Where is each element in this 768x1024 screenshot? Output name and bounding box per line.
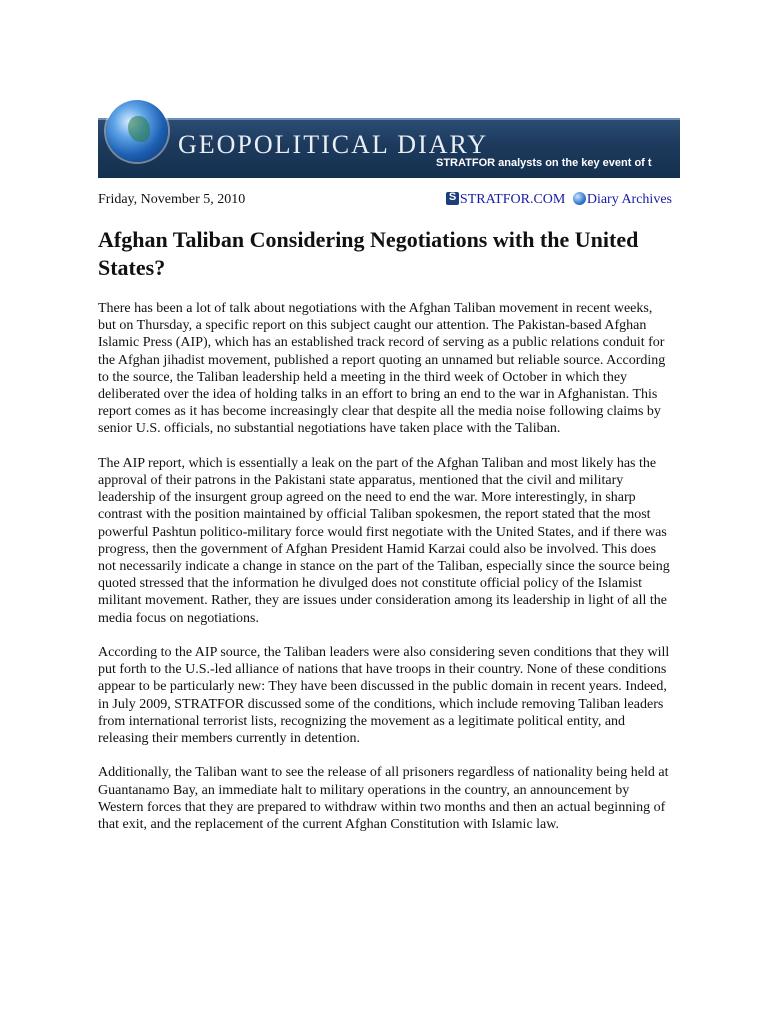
article-paragraph-4: Additionally, the Taliban want to see the release of all prisoners regardless of nationality being held at Guantanamo Bay, an immediate halt to military operations in the country, an announcement by Western forces that they are prepared to withdraw within two months and then an actual beginning of that exit, and the replacement of the current Afghan Constitution with Islamic law. xyxy=(98,765,669,833)
article-paragraph-2: The AIP report, which is essentially a leak on the part of the Afghan Taliban and most likely has the approval of their patrons in the Pakistani state apparatus, mentioned that the civil and military leadership of the insurgent group agreed on the need to end the war. More interestingly, in sharp contrast with the position maintained by official Taliban spokesmen, the report stated that the most powerful Pashtun politico-military force would first negotiate with the United States, and if there was progress, then the government of Afghan President Hamid Karzai could also be involved. This does not necessarily indicate a change in stance on the part of the Taliban, especially since the source being quoted stressed that the information he divulged does not constitute official policy of the Islamist militant movement. Rather, they are issues under consideration among its leadership in light of all the media focus on negotiations. xyxy=(98,455,670,626)
stratfor-link[interactable] xyxy=(446,192,565,207)
article-body xyxy=(98,300,673,850)
header-links xyxy=(446,192,672,208)
stratfor-link-label: STRATFOR.COM xyxy=(459,192,566,207)
article-paragraph-3: According to the AIP source, the Taliban leaders were also considering seven conditions that they will put forth to the U.S.-led alliance of nations that have troops in their country. None of these conditions appear to be particularly new: They have been discussed in the public domain in recent years. Indeed, in July 2009, STRATFOR discussed some of the conditions, which include removing Taliban leaders from international terrorist lists, recognizing the movement as a legitimate political entity, and releasing their members currently in detention. xyxy=(98,645,670,747)
banner-subtitle: STRATFOR analysts on the key event of t xyxy=(436,157,652,169)
stratfor-icon xyxy=(446,192,459,205)
globe-small-icon xyxy=(573,192,586,205)
banner-title: GEOPOLITICAL DIARY xyxy=(178,130,489,159)
diary-archives-link[interactable] xyxy=(569,192,672,207)
globe-land xyxy=(128,116,150,142)
geopolitical-diary-banner xyxy=(98,100,680,182)
article-paragraph-1: There has been a lot of talk about negotiations with the Afghan Taliban movement in recent weeks, but on Thursday, a specific report on this subject caught our attention. The Pakistan-based Afghan Islamic Press (AIP), which has an established track record of serving as a public relations conduit for the Afghan jihadist movement, published a report quoting an unnamed but reliable source. According to the source, the Taliban leadership held a meeting in the third week of October in which they deliberated over the idea of holding talks in an effort to bring an end to the war in Afghanistan. This report comes as it has become increasingly clear that despite all the media noise following claims by senior U.S. officials, no substantial negotiations have taken place with the Taliban. xyxy=(98,301,666,437)
diary-archives-label: Diary Archives xyxy=(586,192,672,207)
meta-row xyxy=(98,190,672,210)
article-date: Friday, November 5, 2010 xyxy=(98,192,246,207)
globe-icon xyxy=(106,100,168,162)
article-headline: Afghan Taliban Considering Negotiations with the United States? xyxy=(98,227,639,280)
